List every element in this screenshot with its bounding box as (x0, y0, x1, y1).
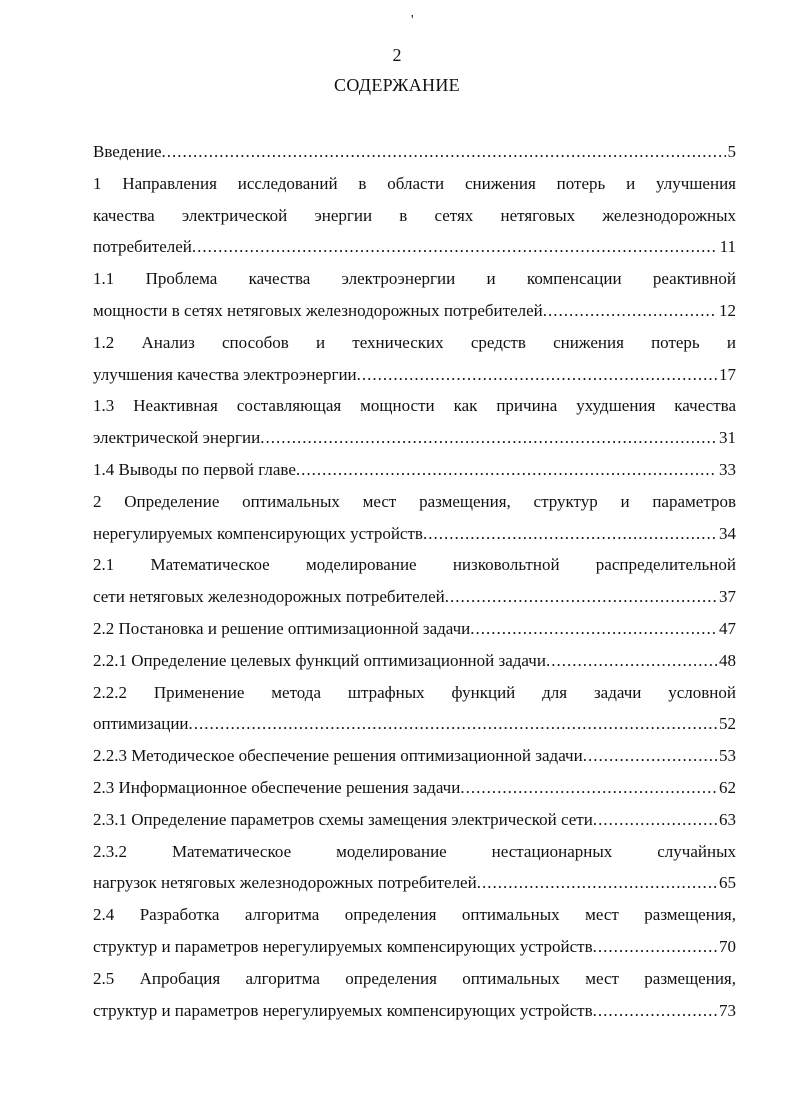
toc-page-number: 53 (719, 746, 736, 766)
dot-leader (260, 422, 717, 454)
toc-entry-title: 2.2 Постановка и решение оптимизационной задачи (93, 618, 471, 638)
toc-entry-title: структур и параметров нерегулируемых компенсирующих устройств (93, 936, 593, 956)
toc-entry (93, 168, 736, 263)
dot-leader (543, 295, 717, 327)
toc-entry-title: оптимизации (93, 714, 189, 734)
dot-leader (296, 454, 717, 486)
toc-entry-title: улучшения качества электроэнергии (93, 364, 357, 384)
dot-leader (477, 867, 717, 899)
toc-entry-title: 2.3 Информационное обеспечение решения задачи (93, 777, 461, 797)
toc-entry-last-line (93, 931, 736, 963)
toc-page-number: 65 (719, 873, 736, 893)
toc-entry-title: 2.2.3 Методическое обеспечение решения оптимизационной задачи (93, 746, 583, 766)
toc-entry-line: 2 Определение оптимальных мест размещения, структур и параметров (93, 491, 736, 511)
toc-entry-line: 2.2.2 Применение метода штрафных функций для задачи условной (93, 682, 736, 702)
toc-page-number: 70 (719, 936, 736, 956)
toc-page-number: 37 (719, 587, 736, 607)
toc-entry-last-line (93, 708, 736, 740)
toc-page-number: 62 (719, 777, 736, 797)
dot-leader (546, 645, 717, 677)
toc-entry-last-line (93, 136, 736, 168)
toc-entry (93, 486, 736, 550)
toc-page-number: 33 (719, 459, 736, 479)
toc-entry (93, 836, 736, 900)
toc-page-number: 31 (719, 428, 736, 448)
toc-entry-title: нерегулируемых компенсирующих устройств (93, 523, 423, 543)
toc-entry-last-line (93, 613, 736, 645)
toc-entry-last-line (93, 867, 736, 899)
toc-page-number: 47 (719, 618, 736, 638)
toc-entry-title: мощности в сетях нетяговых железнодорожных потребителей (93, 300, 543, 320)
dot-leader (593, 931, 717, 963)
toc-page-number: 12 (719, 300, 736, 320)
toc-entry (93, 740, 736, 772)
table-of-contents (93, 136, 736, 1026)
toc-page-number: 48 (719, 650, 736, 670)
toc-entry-line: 1.1 Проблема качества электроэнергии и компенсации реактивной (93, 269, 736, 289)
toc-entry-line: качества электрической энергии в сетях нетяговых железнодорожных (93, 205, 736, 225)
toc-entry-title: структур и параметров нерегулируемых компенсирующих устройств (93, 1000, 593, 1020)
toc-entry-title: сети нетяговых железнодорожных потребителей (93, 587, 445, 607)
toc-entry-title: нагрузок нетяговых железнодорожных потребителей (93, 873, 477, 893)
toc-page-number: 63 (719, 809, 736, 829)
toc-entry-line: 1.2 Анализ способов и технических средств снижения потерь и (93, 332, 736, 352)
toc-entry-last-line (93, 804, 736, 836)
toc-page-number: 5 (727, 142, 736, 161)
toc-entry-last-line (93, 995, 736, 1027)
toc-entry-last-line (93, 581, 736, 613)
toc-page-number: 34 (719, 523, 736, 543)
toc-entry (93, 899, 736, 963)
dot-leader (192, 231, 718, 263)
toc-entry-line: 2.1 Математическое моделирование низковольтной распределительной (93, 555, 736, 575)
toc-entry (93, 804, 736, 836)
toc-entry (93, 454, 736, 486)
toc-entry-title: Введение (93, 142, 162, 161)
toc-entry-title: потребителей (93, 237, 192, 257)
toc-entry (93, 772, 736, 804)
toc-entry (93, 390, 736, 454)
dot-leader (189, 708, 717, 740)
toc-entry-line: 2.5 Апробация алгоритма определения оптимальных мест размещения, (93, 968, 736, 988)
toc-page-number: 52 (719, 714, 736, 734)
toc-entry (93, 613, 736, 645)
toc-entry-last-line (93, 645, 736, 677)
dot-leader (423, 518, 717, 550)
toc-entry-last-line (93, 740, 736, 772)
toc-entry-last-line (93, 772, 736, 804)
toc-entry (93, 645, 736, 677)
dot-leader (460, 772, 717, 804)
toc-entry-last-line (93, 359, 736, 391)
toc-entry-line: 2.4 Разработка алгоритма определения оптимальных мест размещения, (93, 905, 736, 925)
dot-leader (470, 613, 717, 645)
toc-entry (93, 549, 736, 613)
dot-leader (593, 804, 717, 836)
toc-entry-line: 1 Направления исследований в области снижения потерь и улучшения (93, 173, 736, 193)
toc-entry-line: 2.3.2 Математическое моделирование нестационарных случайных (93, 841, 736, 861)
dot-leader (357, 359, 717, 391)
toc-page-number: 17 (719, 364, 736, 384)
toc-entry-line: 1.3 Неактивная составляющая мощности как причина ухудшения качества (93, 396, 736, 416)
toc-entry-title: 2.3.1 Определение параметров схемы замещения электрической сети (93, 809, 593, 829)
toc-entry-last-line (93, 231, 736, 263)
toc-entry-last-line (93, 518, 736, 550)
toc-entry-last-line (93, 295, 736, 327)
toc-page-number: 73 (719, 1000, 736, 1020)
toc-entry-title: 2.2.1 Определение целевых функций оптимизационной задачи (93, 650, 546, 670)
page-title: СОДЕРЖАНИЕ (334, 75, 460, 95)
toc-entry-last-line (93, 422, 736, 454)
toc-entry (93, 327, 736, 391)
scan-mark: ' (411, 13, 414, 28)
toc-entry (93, 263, 736, 327)
toc-entry (93, 136, 736, 168)
dot-leader (445, 581, 717, 613)
toc-entry (93, 963, 736, 1027)
dot-leader (583, 740, 717, 772)
dot-leader (162, 136, 726, 168)
page-number: 2 (392, 45, 402, 65)
toc-entry-title: электрической энергии (93, 428, 261, 448)
toc-entry-last-line (93, 454, 736, 486)
dot-leader (593, 995, 717, 1027)
toc-page-number: 11 (719, 237, 736, 257)
toc-entry-title: 1.4 Выводы по первой главе (93, 459, 296, 479)
toc-entry (93, 677, 736, 741)
